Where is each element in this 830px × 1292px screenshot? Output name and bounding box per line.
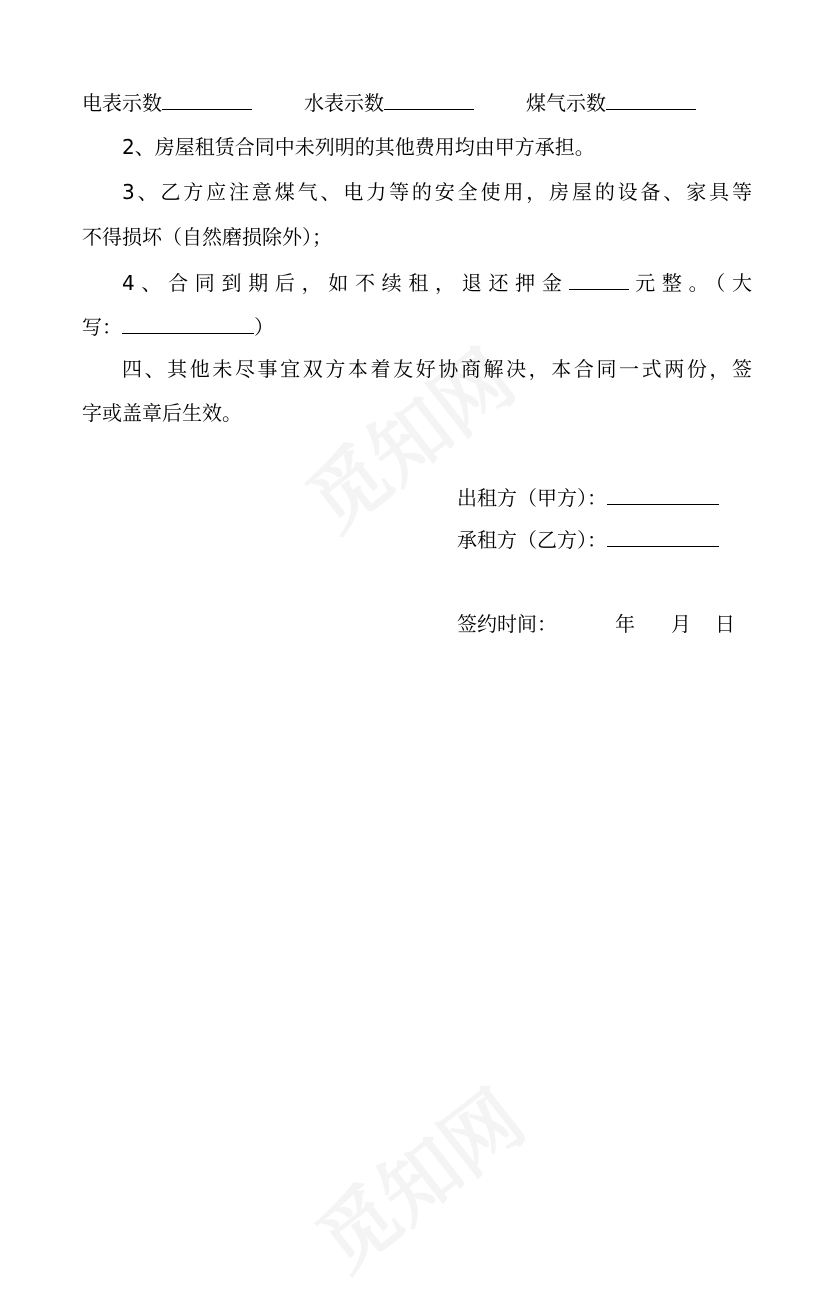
water-meter-blank	[384, 89, 474, 110]
lessor-signature	[457, 484, 719, 511]
clause-2: 2、房屋租赁合同中未列明的其他费用均由甲方承担。	[122, 135, 595, 159]
deposit-amount-capital-blank	[122, 313, 254, 334]
clause-4-line-2	[82, 313, 752, 340]
date-year: 年	[615, 612, 635, 636]
gas-meter-label: 煤气示数	[526, 91, 606, 115]
gas-meter-blank	[606, 89, 696, 110]
lessee-label: 承租方（乙方）：	[457, 528, 607, 552]
lessor-signature-blank	[607, 484, 719, 505]
electric-meter-label: 电表示数	[82, 91, 162, 115]
clause-4-prefix: 4、合同到期后，如不续租，退还押金	[122, 271, 569, 295]
clause-4-line-2-suffix: ）	[254, 315, 274, 339]
lessee-signature-blank	[607, 526, 719, 547]
watermark-bottom	[290, 1060, 543, 1292]
clause-4-line-1	[122, 269, 752, 296]
water-meter-label: 水表示数	[304, 91, 384, 115]
clause-4-line-2-prefix: 写：	[82, 315, 122, 339]
lessor-label: 出租方（甲方）：	[457, 486, 607, 510]
electric-meter-blank	[162, 89, 252, 110]
water-meter	[304, 89, 474, 116]
electric-meter	[82, 89, 252, 116]
deposit-amount-blank	[569, 269, 629, 290]
date-day: 日	[715, 612, 735, 636]
clause-other-line-2: 字或盖章后生效。	[82, 401, 242, 425]
gas-meter	[526, 89, 696, 116]
clause-3-line-2: 不得损坏（自然磨损除外）；	[82, 225, 332, 249]
clause-3-line-1: 3、乙方应注意煤气、电力等的安全使用，房屋的设备、家具等	[122, 180, 752, 204]
watermark	[280, 320, 533, 552]
date-month: 月	[671, 612, 691, 636]
date-label: 签约时间：	[457, 612, 557, 636]
lessee-signature	[457, 526, 719, 553]
clause-4-suffix: 元整。（大	[628, 271, 753, 295]
clause-other-line-1: 四、其他未尽事宜双方本着友好协商解决，本合同一式两份，签	[122, 357, 752, 381]
signing-date	[457, 611, 747, 637]
